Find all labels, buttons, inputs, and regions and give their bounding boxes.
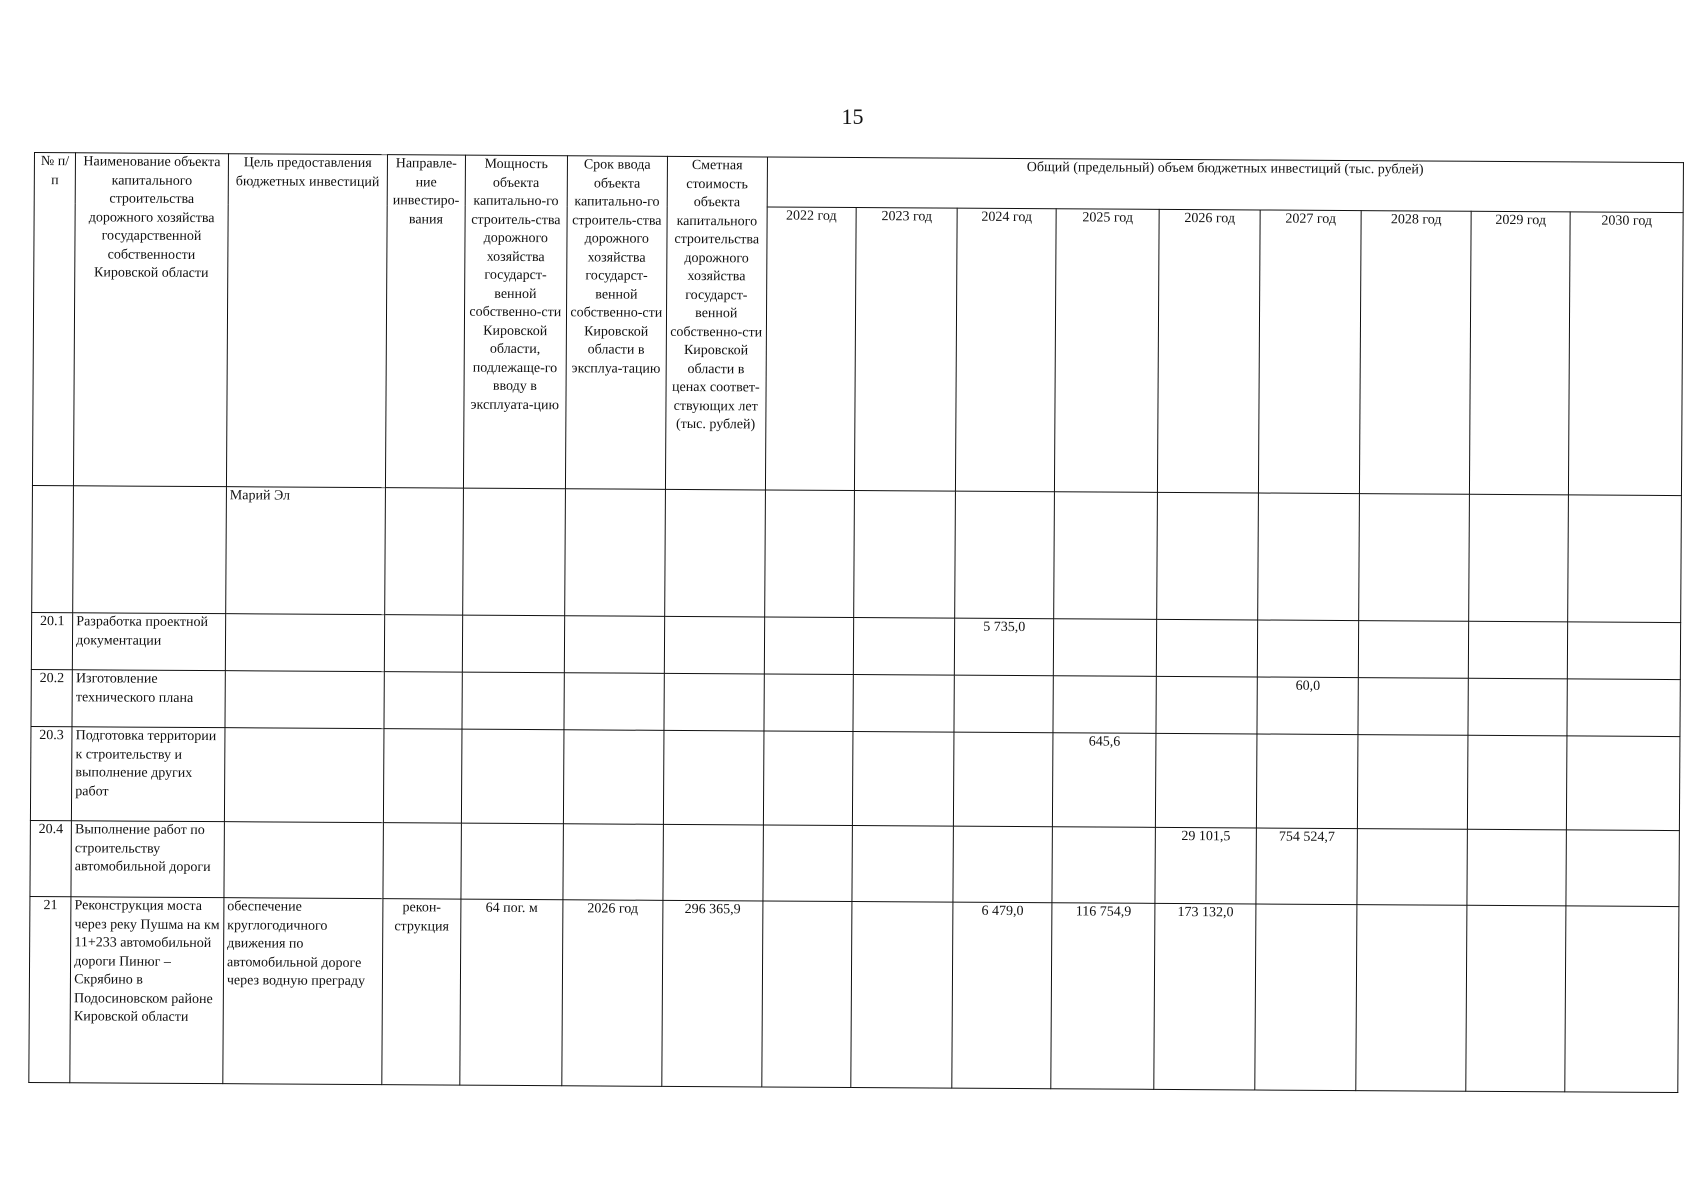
investment-direction-cell [384, 672, 463, 729]
header-goal: Цель предоставления бюджетных инвестиций [226, 154, 387, 488]
year-value-cell: 29 101,5 [1155, 827, 1256, 904]
year-value-cell [1568, 622, 1681, 680]
table-row [30, 820, 1679, 906]
investment-goal-cell [224, 728, 383, 823]
year-value-cell [1469, 494, 1569, 622]
investment-direction-cell: рекон-струкция [381, 899, 461, 1085]
header-year: 2026 год [1158, 209, 1260, 493]
estimated-cost-cell [664, 673, 764, 731]
header-term: Срок ввода объекта капитально-го строитель-ства дорожного хозяйства государст-венной собственно-сти Кировской области в эксплуа-тацию [565, 156, 668, 490]
year-value-cell [1358, 678, 1468, 736]
year-value-cell [1565, 906, 1679, 1093]
investment-direction-cell [384, 488, 463, 615]
object-name-cell: Выполнение работ по строительству автомобильной дороги [71, 821, 224, 898]
year-value-cell [1257, 620, 1359, 678]
header-year: 2028 год [1360, 211, 1471, 495]
row-number-cell: 21 [29, 896, 71, 1082]
year-value-cell: 645,6 [1052, 733, 1156, 828]
object-name-cell: Реконструкция моста через реку Пушма на км 11+233 автомобильной дороги Пинюг – Скрябино в Подосиновском районе Кировской области [70, 897, 224, 1084]
table-row [30, 726, 1680, 830]
object-capacity-cell [463, 488, 565, 616]
header-name: Наименование объекта капитального строительства дорожного хозяйства государственной собственности Кировской области [74, 153, 229, 487]
year-value-cell [1053, 619, 1157, 677]
header-year: 2025 год [1054, 209, 1159, 493]
header-capacity: Мощность объекта капитально-го строитель-ства дорожного хозяйства государст-венной собственно-сти Кировской области, подлежаще-го вводу в эксплуата-цию [464, 155, 568, 489]
year-value-cell [853, 618, 955, 676]
year-value-cell [764, 617, 854, 675]
estimated-cost-cell [665, 489, 765, 617]
estimated-cost-cell: 296 365,9 [662, 900, 763, 1087]
year-value-cell [1255, 904, 1358, 1091]
table-row [31, 612, 1680, 679]
table-row [31, 669, 1680, 736]
year-value-cell [761, 901, 852, 1088]
year-value-cell [1568, 495, 1681, 623]
year-value-cell [852, 826, 954, 903]
row-number-cell: 20.1 [31, 612, 73, 669]
year-value-cell [1052, 827, 1156, 904]
year-value-cell: 754 524,7 [1256, 828, 1358, 905]
investment-goal-cell: обеспечение круглогодичного движения по автомобильной дороге через водную преграду [223, 898, 383, 1085]
year-value-cell [1357, 829, 1467, 906]
table-row [32, 485, 1682, 622]
year-value-cell [1358, 735, 1468, 830]
object-name-cell: Подготовка территории к строительству и выполнение других работ [72, 727, 225, 822]
year-value-cell [764, 490, 854, 618]
commissioning-term-cell [563, 730, 664, 825]
row-number-cell: 20.4 [30, 820, 72, 896]
year-value-cell: 116 754,9 [1051, 903, 1156, 1090]
budget-investment-table [28, 152, 1684, 1093]
year-value-cell [1467, 735, 1567, 830]
commissioning-term-cell [564, 616, 665, 674]
header-cost: Сметная стоимость объекта капитального строительства дорожного хозяйства государст-венной собственно-сти Кировской области в ценах соответ-ствующих лет (тыс. рублей) [665, 156, 767, 490]
year-value-cell [1258, 493, 1360, 621]
header-year: 2029 год [1469, 211, 1570, 495]
page-number: 15 [841, 104, 864, 129]
year-value-cell [1468, 621, 1568, 679]
header-no: № п/п [32, 153, 75, 486]
year-value-cell [852, 732, 954, 827]
row-number-cell: 20.2 [31, 669, 73, 726]
investment-goal-cell [225, 614, 384, 672]
year-value-cell [1157, 492, 1258, 620]
year-value-cell [1566, 830, 1679, 907]
year-value-cell: 60,0 [1257, 677, 1359, 735]
year-value-cell: 173 132,0 [1154, 903, 1256, 1090]
investment-direction-cell [384, 615, 463, 672]
year-value-cell [954, 732, 1053, 827]
object-capacity-cell [461, 823, 563, 900]
commissioning-term-cell [564, 489, 665, 617]
year-value-cell [1256, 734, 1358, 829]
year-value-cell [1567, 679, 1680, 737]
year-value-cell [955, 491, 1054, 619]
investment-direction-cell [383, 729, 462, 823]
estimated-cost-cell [663, 730, 763, 825]
investment-goal-cell: Марий Эл [226, 487, 386, 615]
year-value-cell [1356, 905, 1467, 1092]
object-capacity-cell [462, 672, 564, 730]
year-value-cell [1054, 492, 1158, 620]
year-value-cell [1359, 494, 1469, 622]
year-value-cell [763, 731, 853, 826]
year-value-cell [854, 491, 956, 619]
header-direction: Направле-ние инвестиро-вания [385, 155, 465, 488]
row-number-cell [32, 485, 74, 612]
commissioning-term-cell [562, 824, 663, 901]
year-value-cell [762, 825, 852, 902]
object-capacity-cell [461, 729, 563, 824]
header-year: 2027 год [1258, 210, 1361, 494]
header-year: 2023 год [854, 208, 957, 492]
object-name-cell: Изготовление технического плана [72, 670, 225, 728]
year-value-cell [853, 675, 955, 733]
year-value-cell [1156, 733, 1257, 828]
commissioning-term-cell [564, 673, 665, 731]
investment-direction-cell [383, 823, 462, 899]
year-value-cell [1466, 905, 1567, 1092]
table-row [29, 896, 1679, 1092]
year-value-cell: 6 479,0 [952, 902, 1052, 1089]
object-name-cell [73, 486, 227, 614]
year-value-cell [1359, 621, 1469, 679]
investment-goal-cell [225, 671, 384, 729]
year-value-cell [851, 902, 954, 1089]
year-value-cell [954, 675, 1053, 733]
object-name-cell: Разработка проектной документации [73, 613, 226, 671]
object-capacity-cell [462, 615, 564, 673]
header-year: 2022 год [765, 207, 856, 491]
year-value-cell [1157, 619, 1258, 677]
header-year: 2024 год [956, 208, 1056, 492]
year-value-cell: 5 735,0 [955, 618, 1054, 676]
object-capacity-cell: 64 пог. м [460, 899, 563, 1086]
year-value-cell [763, 674, 853, 732]
year-value-cell [1467, 829, 1567, 906]
year-value-cell [1468, 678, 1568, 736]
year-value-cell [1053, 676, 1157, 734]
year-value-cell [1156, 676, 1257, 734]
row-number-cell: 20.3 [30, 726, 72, 820]
header-year: 2030 год [1569, 212, 1683, 496]
estimated-cost-cell [663, 824, 763, 901]
investment-goal-cell [224, 822, 383, 899]
year-value-cell [953, 826, 1052, 903]
header-total-investment: Общий (предельный) объем бюджетных инвестиций (тыс. рублей) [767, 157, 1684, 213]
commissioning-term-cell: 2026 год [561, 900, 663, 1087]
estimated-cost-cell [664, 616, 764, 674]
table-body [29, 485, 1682, 1092]
year-value-cell [1567, 736, 1680, 831]
